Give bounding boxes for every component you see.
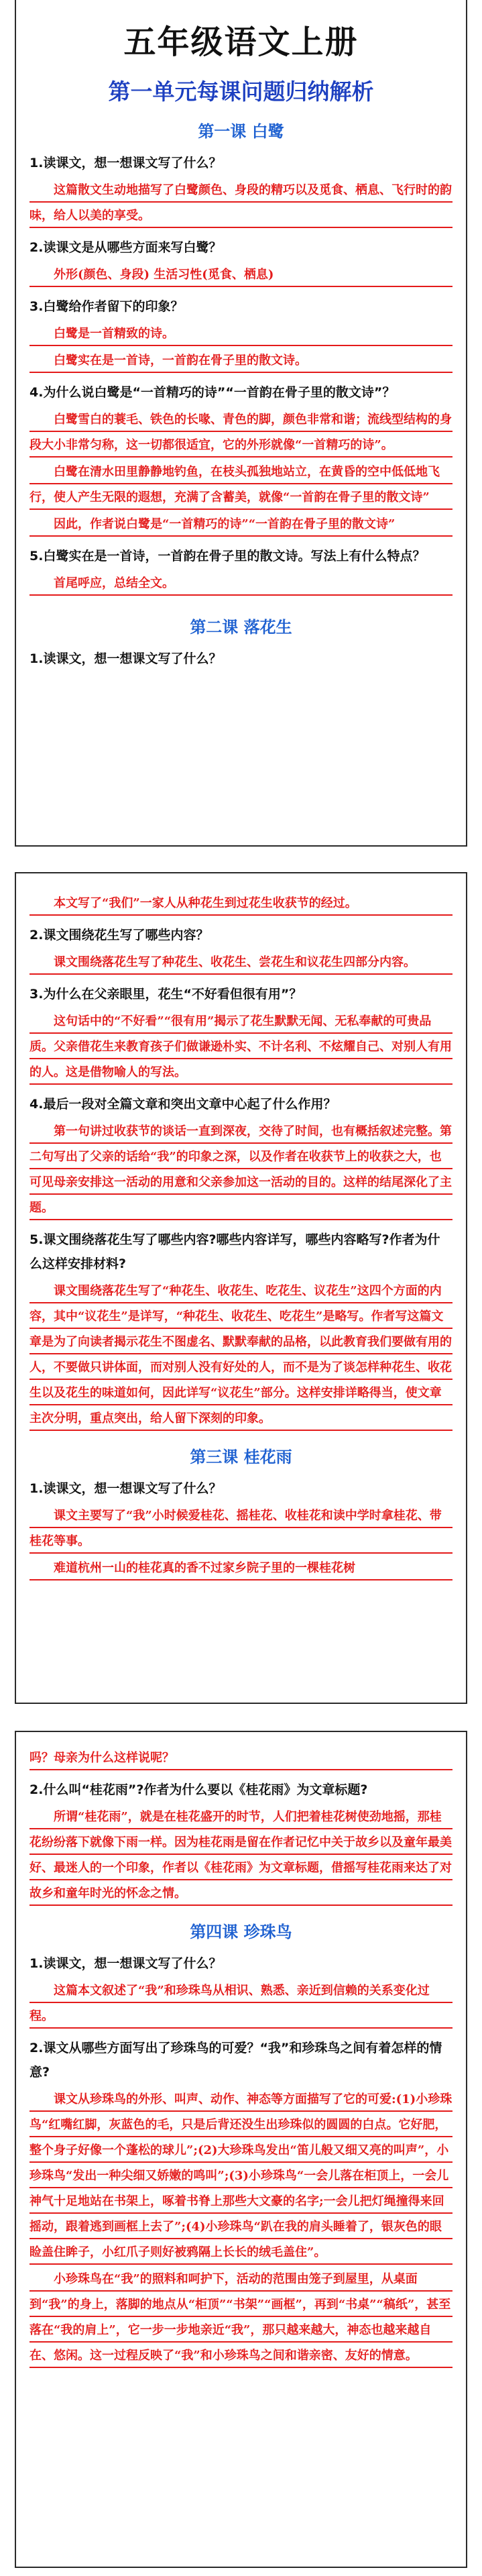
answer: 课文围绕落花生写了种花生、收花生、尝花生和议花生四部分内容。 [29,950,453,975]
question: 3.白鹭给作者留下的印象？ [29,299,184,314]
question: 2.什么叫“桂花雨”?作者为什么要以《桂花雨》为文章标题? [29,1782,368,1797]
question: 1.读课文，想一想课文写了什么？ [29,1481,222,1496]
question: 1.读课文，想一想课文写了什么？ [29,1956,222,1971]
answer: 课文从珍珠鸟的外形、叫声、动作、神态等方面描写了它的可爱:(1)小珍珠鸟“红嘴红脚，灰蓝色的毛，只是后背还没生出珍珠似的圆圆的白点。它好肥，整个身子好像一个蓬松的球儿”;(2)大珍珠鸟发出“笛儿般又细又亮的叫声”，小珍珠鸟“发出一种尖细又娇嫩的鸣叫”;(3)小珍珠鸟“一会儿落在柜顶上，一会儿神气十足地站在书架上，啄着书脊上那些大文豪的名字;一会儿把灯绳撞得来回摇动，跟着逃到画框上去了”;(4)小珍珠鸟“趴在我的肩头睡着了，银灰色的眼睑盖住眸子，小红爪子则好被鸦隔上长长的绒毛盖住”。 [29,2087,453,2265]
page-3 [15,1731,467,2568]
question: 5.白鹭实在是一首诗，一首韵在骨子里的散文诗。写法上有什么特点？ [29,549,426,564]
lesson-4-heading: 第四课 珍珠鸟 [190,1923,292,1941]
question: 2.课文从哪些方面写出了珍珠鸟的可爱？“我”和珍珠鸟之间有着怎样的情意? [29,2041,442,2080]
question: 1.读课文，想一想课文写了什么？ [29,156,222,170]
answer: 首尾呼应，总结全文。 [29,571,453,596]
answer: 白鹭实在是一首诗，一首韵在骨子里的散文诗。 [29,348,453,374]
answer: 第一句讲过收获节的谈话一直到深夜，交待了时间，也有概括叙述完整。第二句写出了父亲的话给“我”的印象之深，以及作者在收获节上的收获之大，也可见母亲安排这一活动的用意和父亲参加这一活动的目的。这样的结尾深化了主题。 [29,1119,453,1221]
lesson-2-heading: 第二课 落花生 [190,618,292,637]
page-2 [15,872,467,1704]
question: 4.为什么说白鹭是“一首精巧的诗”“一首韵在骨子里的散文诗”？ [29,385,396,400]
answer: 课文主要写了“我”小时候爱桂花、摇桂花、收桂花和读中学时拿桂花、带桂花等事。 [29,1503,453,1554]
answer: 课文围绕落花生写了“种花生、收花生、吃花生、议花生”这四个方面的内容，其中“议花生”是详写，“种花生、收花生、吃花生”是略写。作者写这篇文章是为了向读者揭示花生不图虚名、默默奉献的品格，以此教育我们要做有用的人，不要做只讲体面，而对别人没有好处的人，而不是为了谈怎样种花生、收花生以及花生的味道如何，因此详写“议花生”部分。这样安排详略得当，使文章主次分明，重点突出，给人留下深刻的印象。 [29,1279,453,1432]
lesson-3-heading: 第三课 桂花雨 [190,1448,292,1466]
answer: 这篇散文生动地描写了白鹭颜色、身段的精巧以及觅食、栖息、飞行时的韵味，给人以美的享受。 [29,178,453,229]
answer: 所谓“桂花雨”，就是在桂花盛开的时节，人们把着桂花树使劲地摇，那桂花纷纷落下就像下雨一样。因为桂花雨是留在作者记忆中关于故乡以及童年最美好、最迷人的一个印象，作者以《桂花雨》为文章标题，借摇写桂花雨来达了对故乡和童年时光的怀念之情。 [29,1805,453,1907]
answer: 小珍珠鸟在“我”的照料和呵护下，活动的范围由笼子到屋里，从桌面到“我”的身上，落脚的地点从“柜顶”“书架”“画框”，再到“书桌”“稿纸”，甚至落在“我的肩上”，它一步一步地亲近“我”，那只越来越大，神态也越来越自在、悠闲。这一过程反映了“我”和小珍珠鸟之间和谐亲密、友好的情意。 [29,2267,453,2369]
answer: 这篇本文叙述了“我”和珍珠鸟从相识、熟悉、亲近到信赖的关系变化过程。 [29,1978,453,2029]
answer: 白鹭是一首精致的诗。 [29,321,453,347]
answer: 难道杭州一山的桂花真的香不过家乡院子里的一棵桂花树 [29,1556,453,1581]
page-1 [15,0,467,847]
question: 2.课文围绕花生写了哪些内容？ [29,928,209,943]
answer: 本文写了“我们”一家人从种花生到过花生收获节的经过。 [29,891,453,916]
answer: 吗？母亲为什么这样说呢？ [29,1746,453,1771]
main-title: 五年级语文上册 [123,23,359,61]
question: 3.为什么在父亲眼里，花生“不好看但很有用”？ [29,987,302,1002]
answer: 白鹭在清水田里静静地钓鱼，在枝头孤独地站立，在黄昏的空中低低地飞行，使人产生无限的遐想，充满了含蓄美，就像“一首韵在骨子里的散文诗” [29,460,453,511]
question: 5.课文围绕落花生写了哪些内容?哪些内容详写，哪些内容略写?作者为什么这样安排材料? [29,1232,440,1271]
answer: 外形(颜色、身段) 生活习性(觅食、栖息) [29,262,453,288]
answer: 因此，作者说白鹭是“一首精巧的诗”“一首韵在骨子里的散文诗” [29,512,453,537]
lesson-1-heading: 第一课 白鹭 [198,122,284,141]
question: 4.最后一段对全篇文章和突出文章中心起了什么作用？ [29,1097,337,1112]
answer: 白鹭雪白的蓑毛、铁色的长喙、青色的脚，颜色非常和谐；流线型结构的身段大小非常匀称，这一切都很适宜，它的外形就像“一首精巧的诗”。 [29,407,453,458]
unit-subtitle: 第一单元每课问题归纳解析 [108,78,374,105]
question: 2.读课文是从哪些方面来写白鹭？ [29,240,222,255]
answer: 这句话中的“不好看”“很有用”揭示了花生默默无闻、无私奉献的可贵品质。父亲借花生来教育孩子们做谦逊朴实、不计名利、不炫耀自己、对别人有用的人。这是借物喻人的写法。 [29,1009,453,1085]
question: 1.读课文，想一想课文写了什么？ [29,651,222,666]
